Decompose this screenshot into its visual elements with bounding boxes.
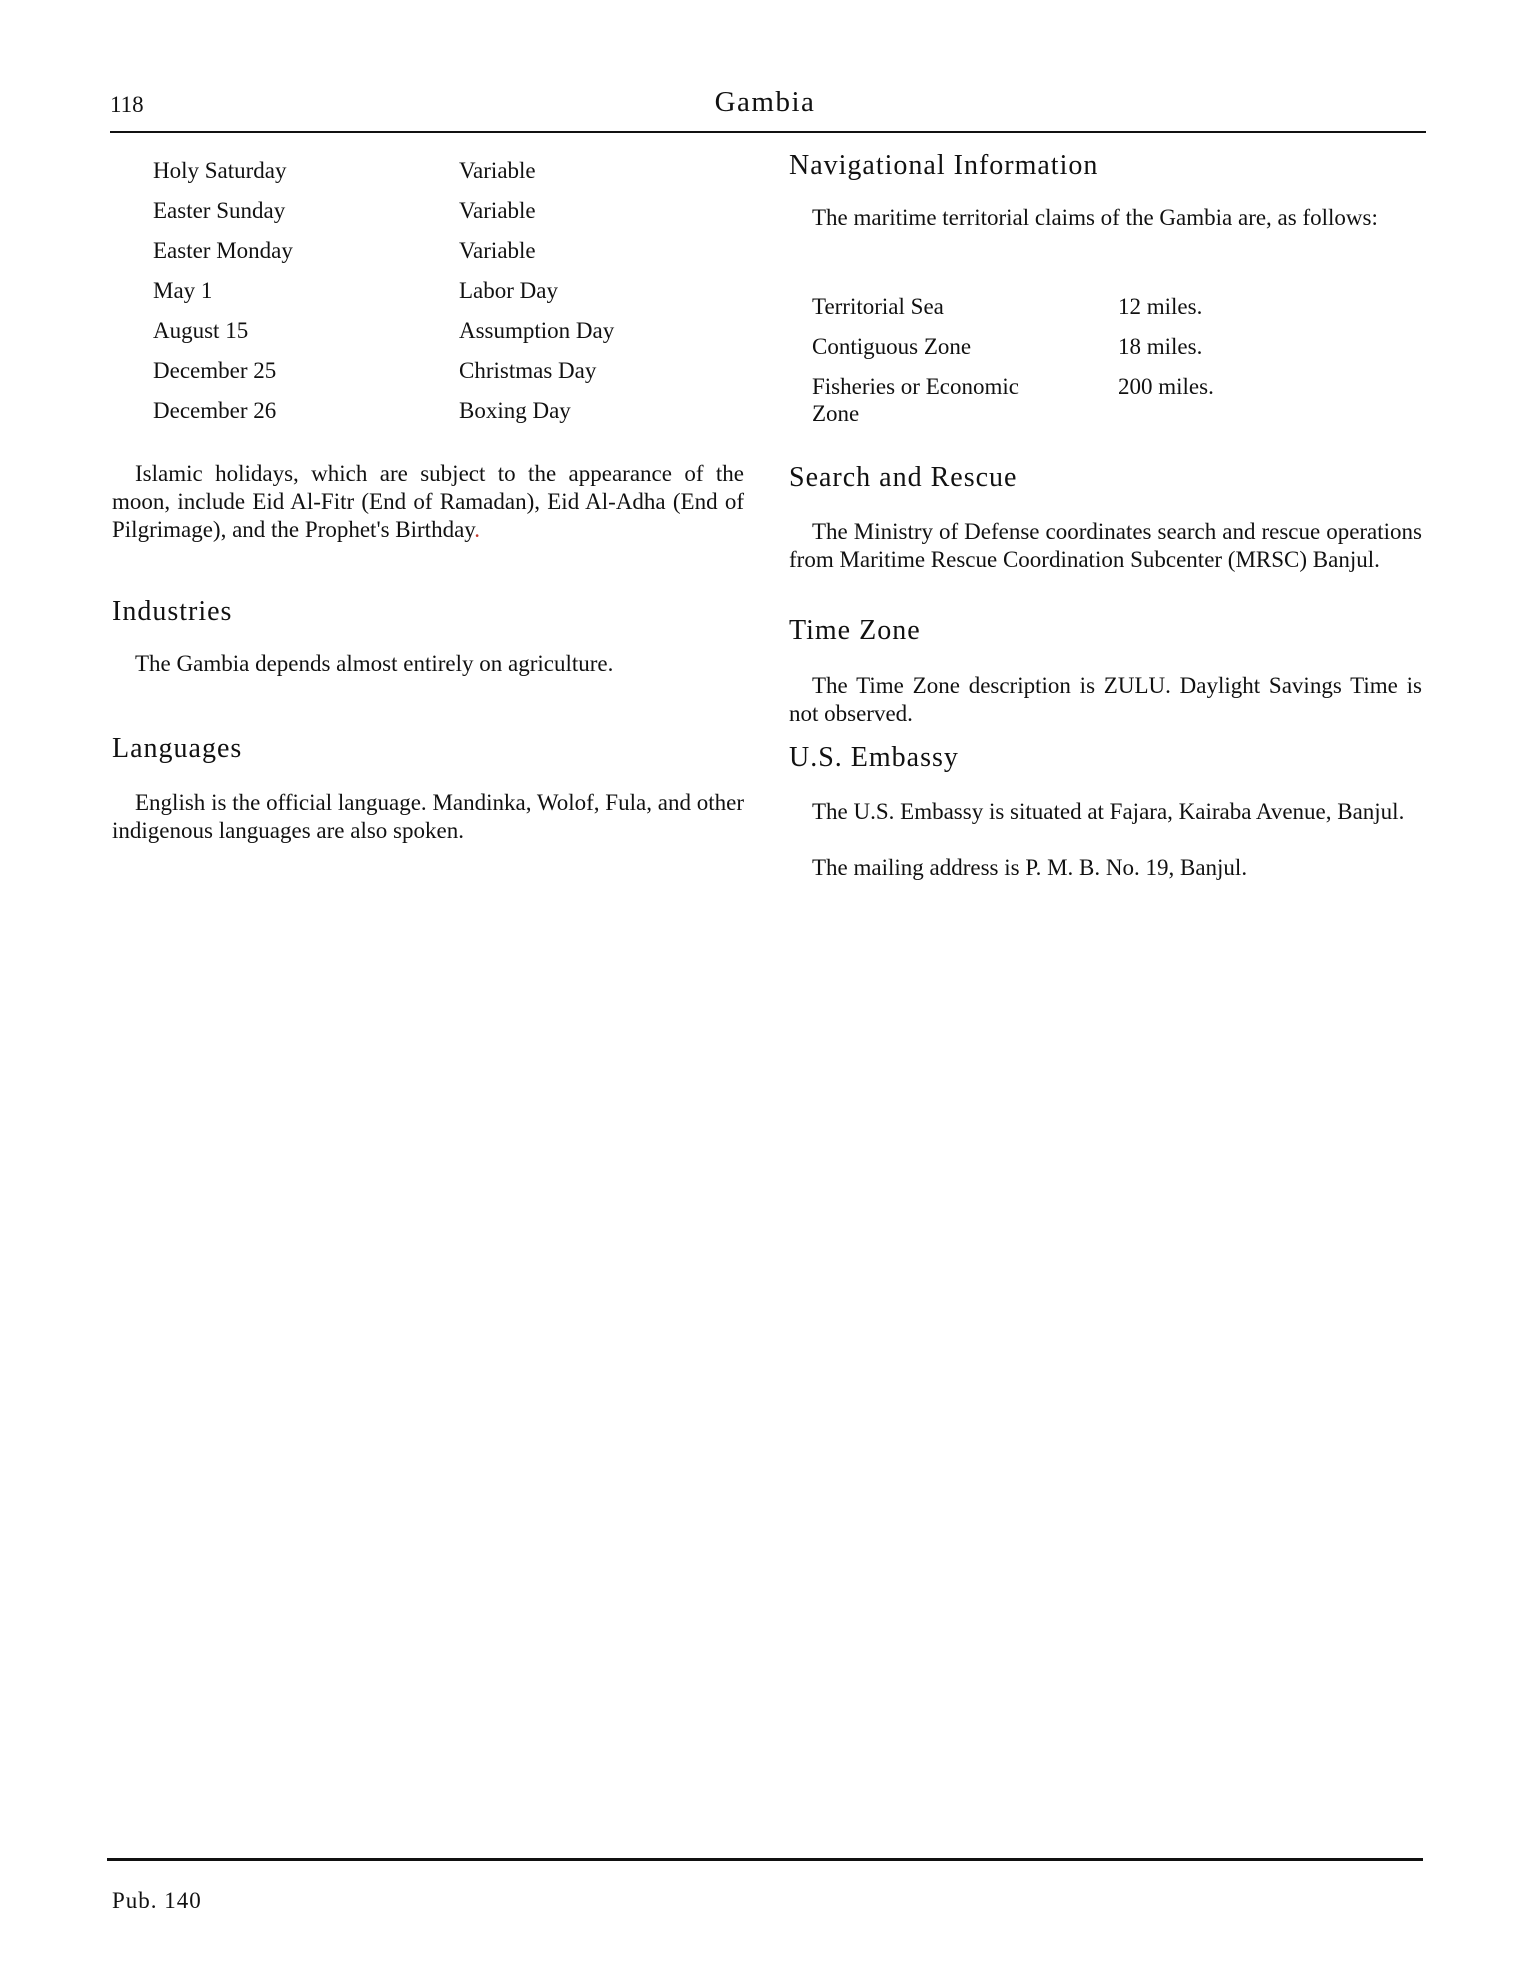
holiday-date: Easter Sunday: [153, 198, 286, 223]
search-rescue-heading: Search and Rescue: [789, 462, 1018, 493]
search-rescue-paragraph: The Ministry of Defense coordinates search and rescue operations from Maritime Rescue Coordination Subcenter (MRSC) Banjul.: [789, 519, 1422, 572]
islamic-holidays-end-mark: .: [474, 517, 481, 542]
industries-paragraph: The Gambia depends almost entirely on agriculture.: [135, 651, 614, 676]
holiday-date: Holy Saturday: [153, 158, 287, 183]
islamic-holidays-paragraph: [112, 460, 744, 544]
embassy-heading: U.S. Embassy: [789, 742, 959, 773]
claim-zone: Contiguous Zone: [812, 334, 972, 359]
languages-heading: Languages: [112, 733, 243, 764]
holiday-date: August 15: [153, 318, 249, 343]
time-zone-heading: Time Zone: [789, 615, 921, 646]
holiday-name: Labor Day: [459, 278, 558, 303]
claim-zone: Territorial Sea: [812, 294, 944, 319]
islamic-holidays-text: Islamic holidays, which are subject to the appearance of the moon, include Eid Al-Fitr (End of Ramadan), Eid Al-Adha (End of Pilgrimage), and the Prophet's Birthday: [112, 461, 744, 542]
claim-zone: Fisheries or Economic Zone: [812, 374, 1019, 426]
claim-distance: 18 miles.: [1118, 334, 1203, 359]
running-head-title: Gambia: [714, 86, 816, 118]
holiday-name: Assumption Day: [459, 318, 615, 343]
header-rule: [110, 131, 1426, 133]
industries-heading: Industries: [112, 596, 233, 627]
holiday-name: Variable: [459, 198, 536, 223]
claim-distance: 12 miles.: [1118, 294, 1203, 319]
page-number: 118: [110, 92, 144, 117]
embassy-mailing-paragraph: The mailing address is P. M. B. No. 19, Banjul.: [812, 855, 1248, 880]
holiday-date: May 1: [153, 278, 213, 303]
embassy-location-paragraph: The U.S. Embassy is situated at Fajara, Kairaba Avenue, Banjul.: [812, 799, 1405, 824]
holiday-date: Easter Monday: [153, 238, 293, 263]
navigational-paragraph: The maritime territorial claims of the Gambia are, as follows:: [812, 205, 1378, 230]
languages-paragraph: English is the official language. Mandinka, Wolof, Fula, and other indigenous languages are also spoken.: [112, 790, 744, 843]
holiday-name: Christmas Day: [459, 358, 597, 383]
publication-number: Pub. 140: [112, 1888, 202, 1913]
time-zone-paragraph: The Time Zone description is ZULU. Daylight Savings Time is not observed.: [789, 673, 1422, 726]
holiday-name: Variable: [459, 158, 536, 183]
navigational-heading: Navigational Information: [789, 150, 1099, 181]
footer-rule: [107, 1858, 1423, 1861]
holiday-date: December 26: [153, 398, 277, 423]
holiday-name: Variable: [459, 238, 536, 263]
holiday-name: Boxing Day: [459, 398, 571, 423]
holiday-date: December 25: [153, 358, 277, 383]
claim-distance: 200 miles.: [1118, 374, 1214, 399]
